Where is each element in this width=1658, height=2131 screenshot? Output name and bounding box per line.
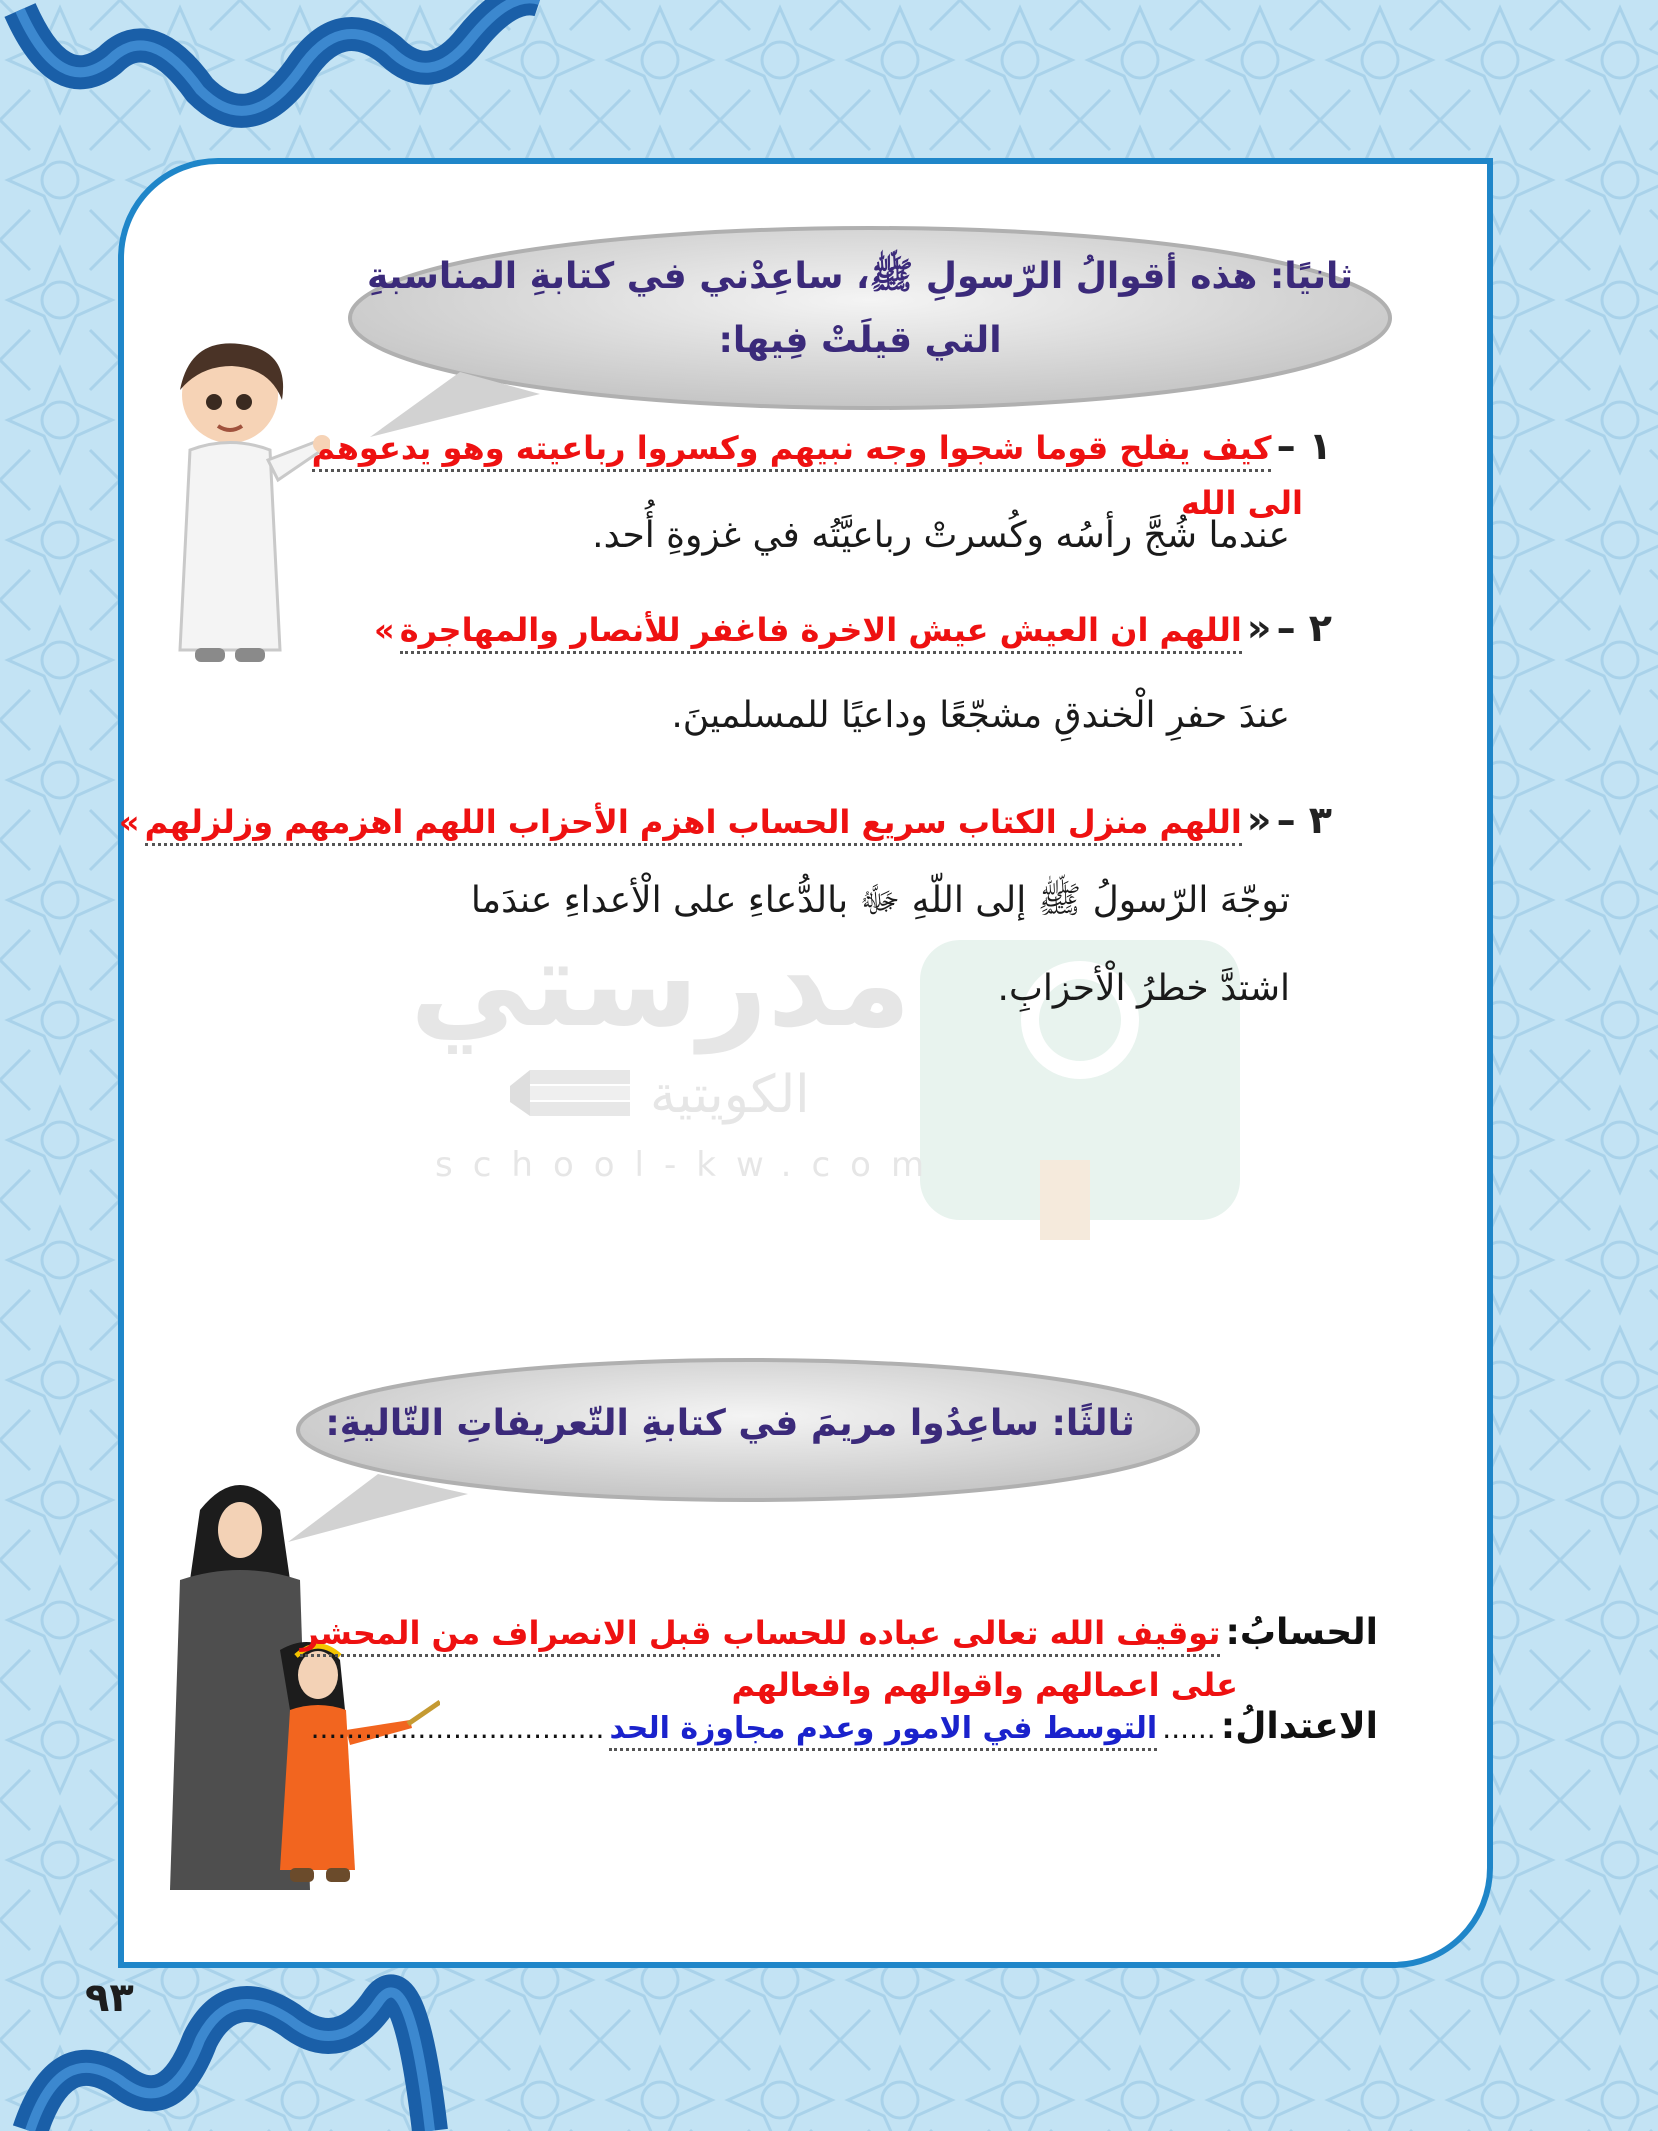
bubble-2-text: ثالثًا: ساعِدُوا مريمَ في كتابةِ التّعريفاتِ التّاليةِ: (325, 1403, 1135, 1444)
item-3-close-quote: » (118, 803, 140, 841)
item-2-number: ٢ – (1276, 606, 1332, 650)
item-1-row (312, 424, 1332, 468)
item-3-context-line2: اشتدَّ خطرُ الْأحزابِ. (997, 968, 1290, 1009)
item-3-row (119, 798, 1332, 842)
item-2-answer[interactable]: اللهم ان العيش عيش الاخرة فاغفر للأنصار والمهاجرة (400, 611, 1242, 654)
definition-2-trailing-dots: ................................. (310, 1712, 605, 1745)
definition-2-answer[interactable]: التوسط في الامور وعدم مجاوزة الحد (609, 1711, 1157, 1751)
item-1-answer-cont[interactable]: الى الله (1181, 484, 1303, 522)
watermark-sub: الكويتية (650, 1065, 810, 1125)
definition-2-row (311, 1706, 1378, 1747)
item-3-number: ٣ – (1276, 798, 1332, 842)
definition-1-row (300, 1612, 1378, 1653)
definition-2-term: الاعتدالُ: (1220, 1706, 1378, 1747)
item-2-open-quote: « (1246, 606, 1272, 650)
definition-1-term: الحسابُ: (1225, 1612, 1378, 1653)
item-3-open-quote: « (1246, 798, 1272, 842)
item-1-context: عندما شُجَّ رأسُه وكُسرتْ رباعيَّتُه في غزوةِ أُحد. (592, 515, 1290, 556)
definition-1-answer-cont[interactable]: على اعمالهم واقوالهم وافعالهم (731, 1666, 1238, 1704)
bubble-1-line1: ثانيًا: هذه أقوالُ الرّسولِ ﷺ، ساعِدْني في كتابةِ المناسبةِ (367, 256, 1353, 297)
item-1-answer[interactable]: كيف يفلح قوما شجوا وجه نبيهم وكسروا رباعيته وهو يدعوهم (312, 429, 1272, 472)
item-2-close-quote: » (373, 611, 395, 649)
definition-1-answer[interactable]: توقيف الله تعالى عباده للحساب قبل الانصراف من المحشر (300, 1614, 1220, 1657)
watermark-brand: مدرستي (410, 915, 912, 1054)
mother-daughter-illustration (140, 1470, 440, 1900)
bubble-1-line2: التي قيلَتْ فِيها: (718, 320, 1002, 361)
item-3-context-line1: توجّهَ الرّسولُ ﷺ إلى اللّهِ ﷻ بالدُّعاءِ على الْأعداءِ عندَما (470, 880, 1290, 921)
item-2-context: عندَ حفرِ الْخندقِ مشجّعًا وداعيًا للمسلمينَ. (671, 695, 1290, 736)
item-3-answer[interactable]: اللهم منزل الكتاب سريع الحساب اهزم الأحزاب اللهم اهزمهم وزلزلهم (145, 803, 1242, 846)
item-2-row (374, 606, 1332, 650)
definition-1-cont-row (732, 1666, 1238, 1704)
definition-2-dots: ...... (1162, 1712, 1216, 1745)
item-1-number: ١ – (1276, 424, 1332, 468)
watermark-url: school-kw.com (435, 1145, 945, 1185)
boy-illustration (140, 330, 330, 680)
page-number: ٩٣ (85, 1975, 134, 2021)
